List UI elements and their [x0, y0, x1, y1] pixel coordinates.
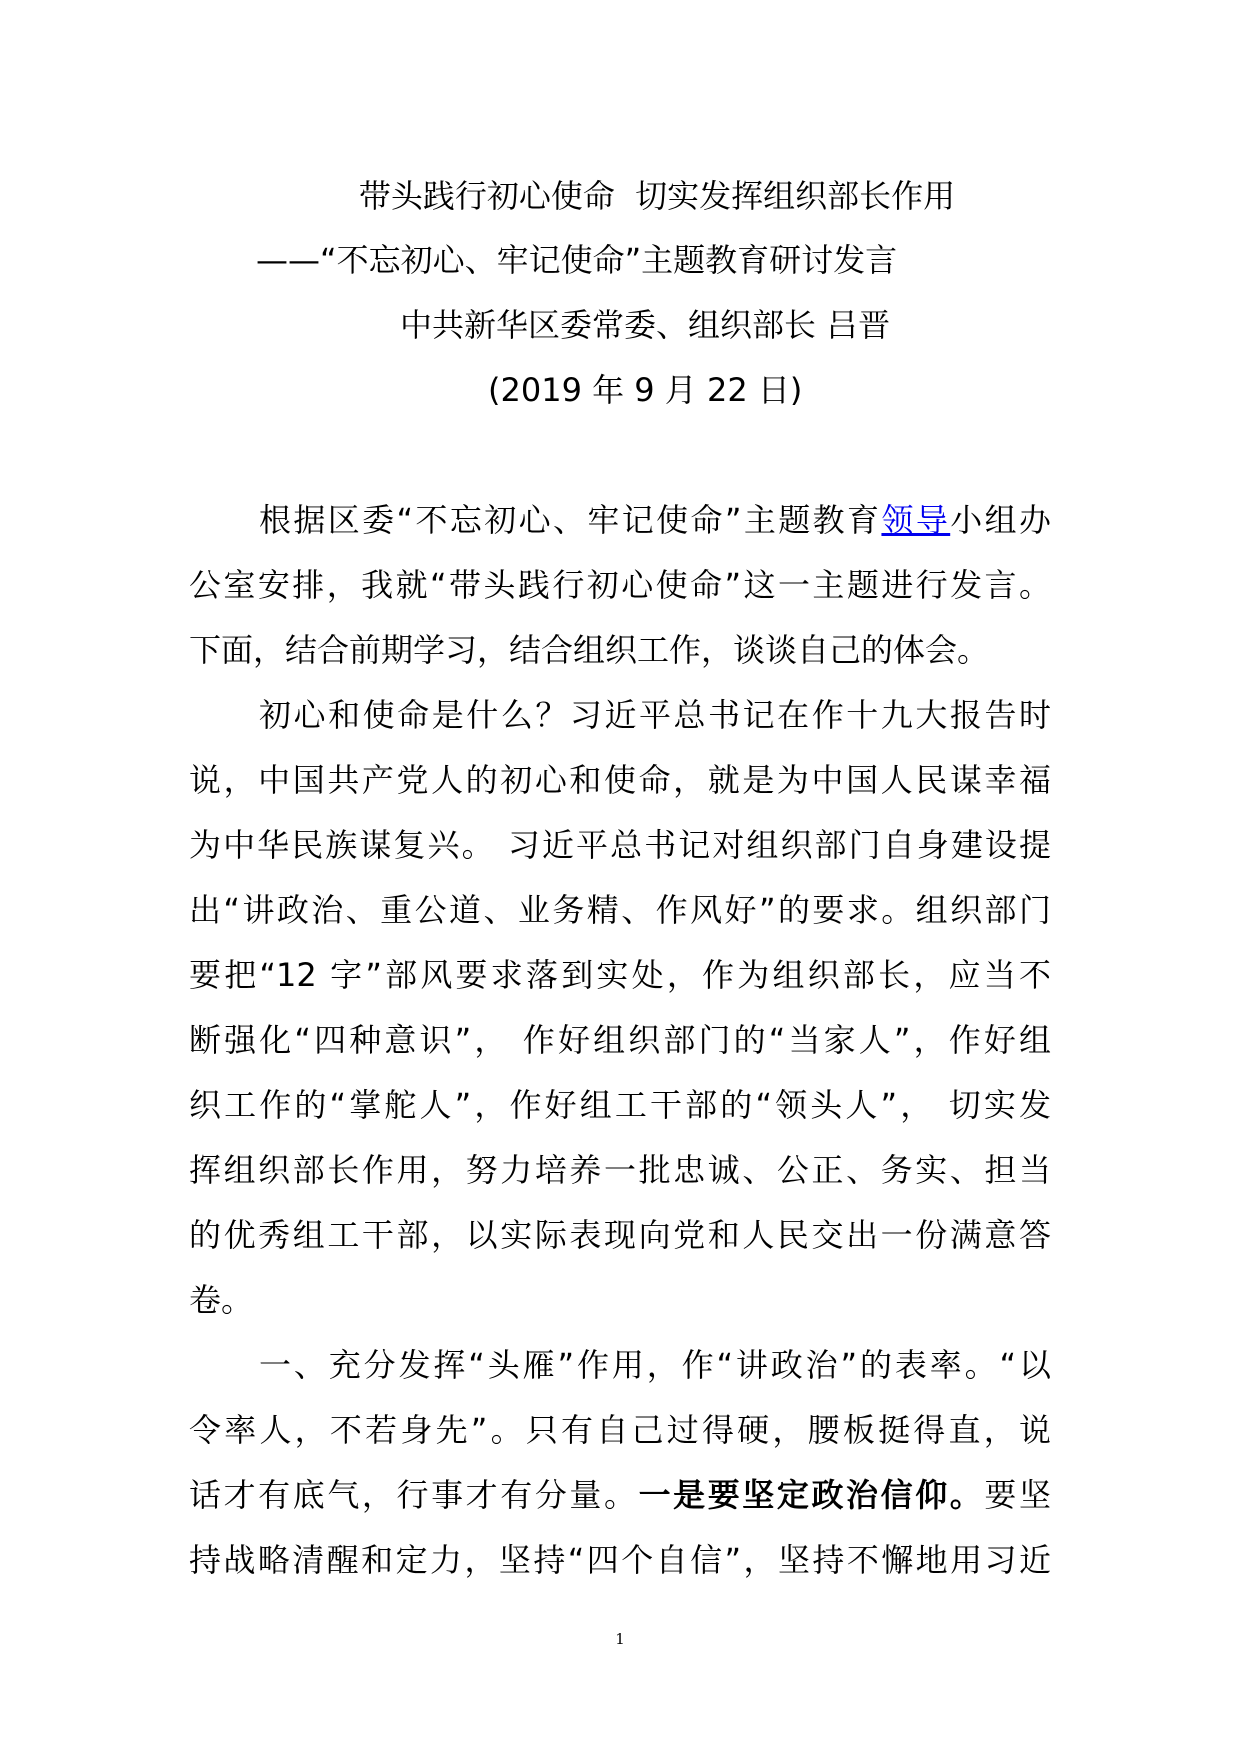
document-date: (2019 年 9 月 22 日) [488, 371, 803, 409]
body-text: 要把“12 字”部风要求落到实处，作为组织部长，应当不 [189, 956, 1051, 994]
body-text: 小组办 [950, 501, 1051, 539]
body-line [259, 488, 1051, 553]
body-text: 卷。 [189, 1281, 254, 1319]
body-line [189, 1528, 1051, 1593]
body-text: 要坚 [984, 1476, 1051, 1514]
body-line [189, 748, 1051, 813]
hyperlink-lingdao[interactable]: 领导 [881, 501, 951, 539]
body-text: 断强化“四种意识”， 作好组织部门的“当家人”，作好组 [189, 1021, 1051, 1059]
body-text: 持战略清醒和定力，坚持“四个自信”，坚持不懈地用习近 [189, 1541, 1051, 1579]
document-title: 带头践行初心使命 切实发挥组织部长作用 [358, 177, 956, 215]
body-text: 初心和使命是什么？习近平总书记在作十九大报告时 [259, 696, 1051, 734]
bold-heading-text: 一是要坚定政治信仰。 [638, 1476, 985, 1514]
body-line [189, 1138, 1051, 1203]
body-line [259, 683, 1051, 748]
document-author: 中共新华区委常委、组织部长 吕晋 [400, 306, 891, 344]
body-text: 说，中国共产党人的初心和使命，就是为中国人民谋幸福 [189, 761, 1051, 799]
body-line [189, 813, 1051, 878]
body-line [259, 1333, 1051, 1398]
body-line [189, 1008, 1051, 1073]
body-text: 的优秀组工干部，以实际表现向党和人民交出一份满意答 [189, 1216, 1051, 1254]
document-subtitle: ——“不忘初心、牢记使命”主题教育研讨发言 [256, 241, 898, 279]
body-line [189, 1203, 1051, 1268]
body-text: 挥组织部长作用，努力培养一批忠诚、公正、务实、担当 [189, 1151, 1051, 1189]
body-line [189, 943, 1051, 1008]
body-text: 令率人，不若身先”。只有自己过得硬，腰板挺得直，说 [189, 1411, 1051, 1449]
body-text: 出“讲政治、重公道、业务精、作风好”的要求。组织部门 [189, 891, 1051, 929]
body-text: 为中华民族谋复兴。 习近平总书记对组织部门自身建设提 [189, 826, 1051, 864]
page-number: 1 [615, 1630, 625, 1648]
body-line [189, 1398, 1051, 1463]
body-text: 织工作的“掌舵人”，作好组工干部的“领头人”， 切实发 [189, 1086, 1051, 1124]
body-text: 根据区委“不忘初心、牢记使命”主题教育 [259, 501, 882, 539]
body-line [189, 1073, 1051, 1138]
body-text: 公室安排，我就“带头践行初心使命”这一主题进行发言。 [189, 566, 1051, 604]
body-line [189, 618, 1051, 683]
body-line [189, 1463, 1051, 1528]
body-text: 话才有底气，行事才有分量。 [189, 1476, 639, 1514]
body-line [189, 878, 1051, 943]
body-text: 下面，结合前期学习，结合组织工作，谈谈自己的体会。 [189, 631, 990, 669]
body-text: 一、充分发挥“头雁”作用，作“讲政治”的表率。“以 [259, 1346, 1051, 1384]
body-line [189, 553, 1051, 618]
document-body [189, 488, 1051, 1593]
body-line [189, 1268, 1051, 1333]
